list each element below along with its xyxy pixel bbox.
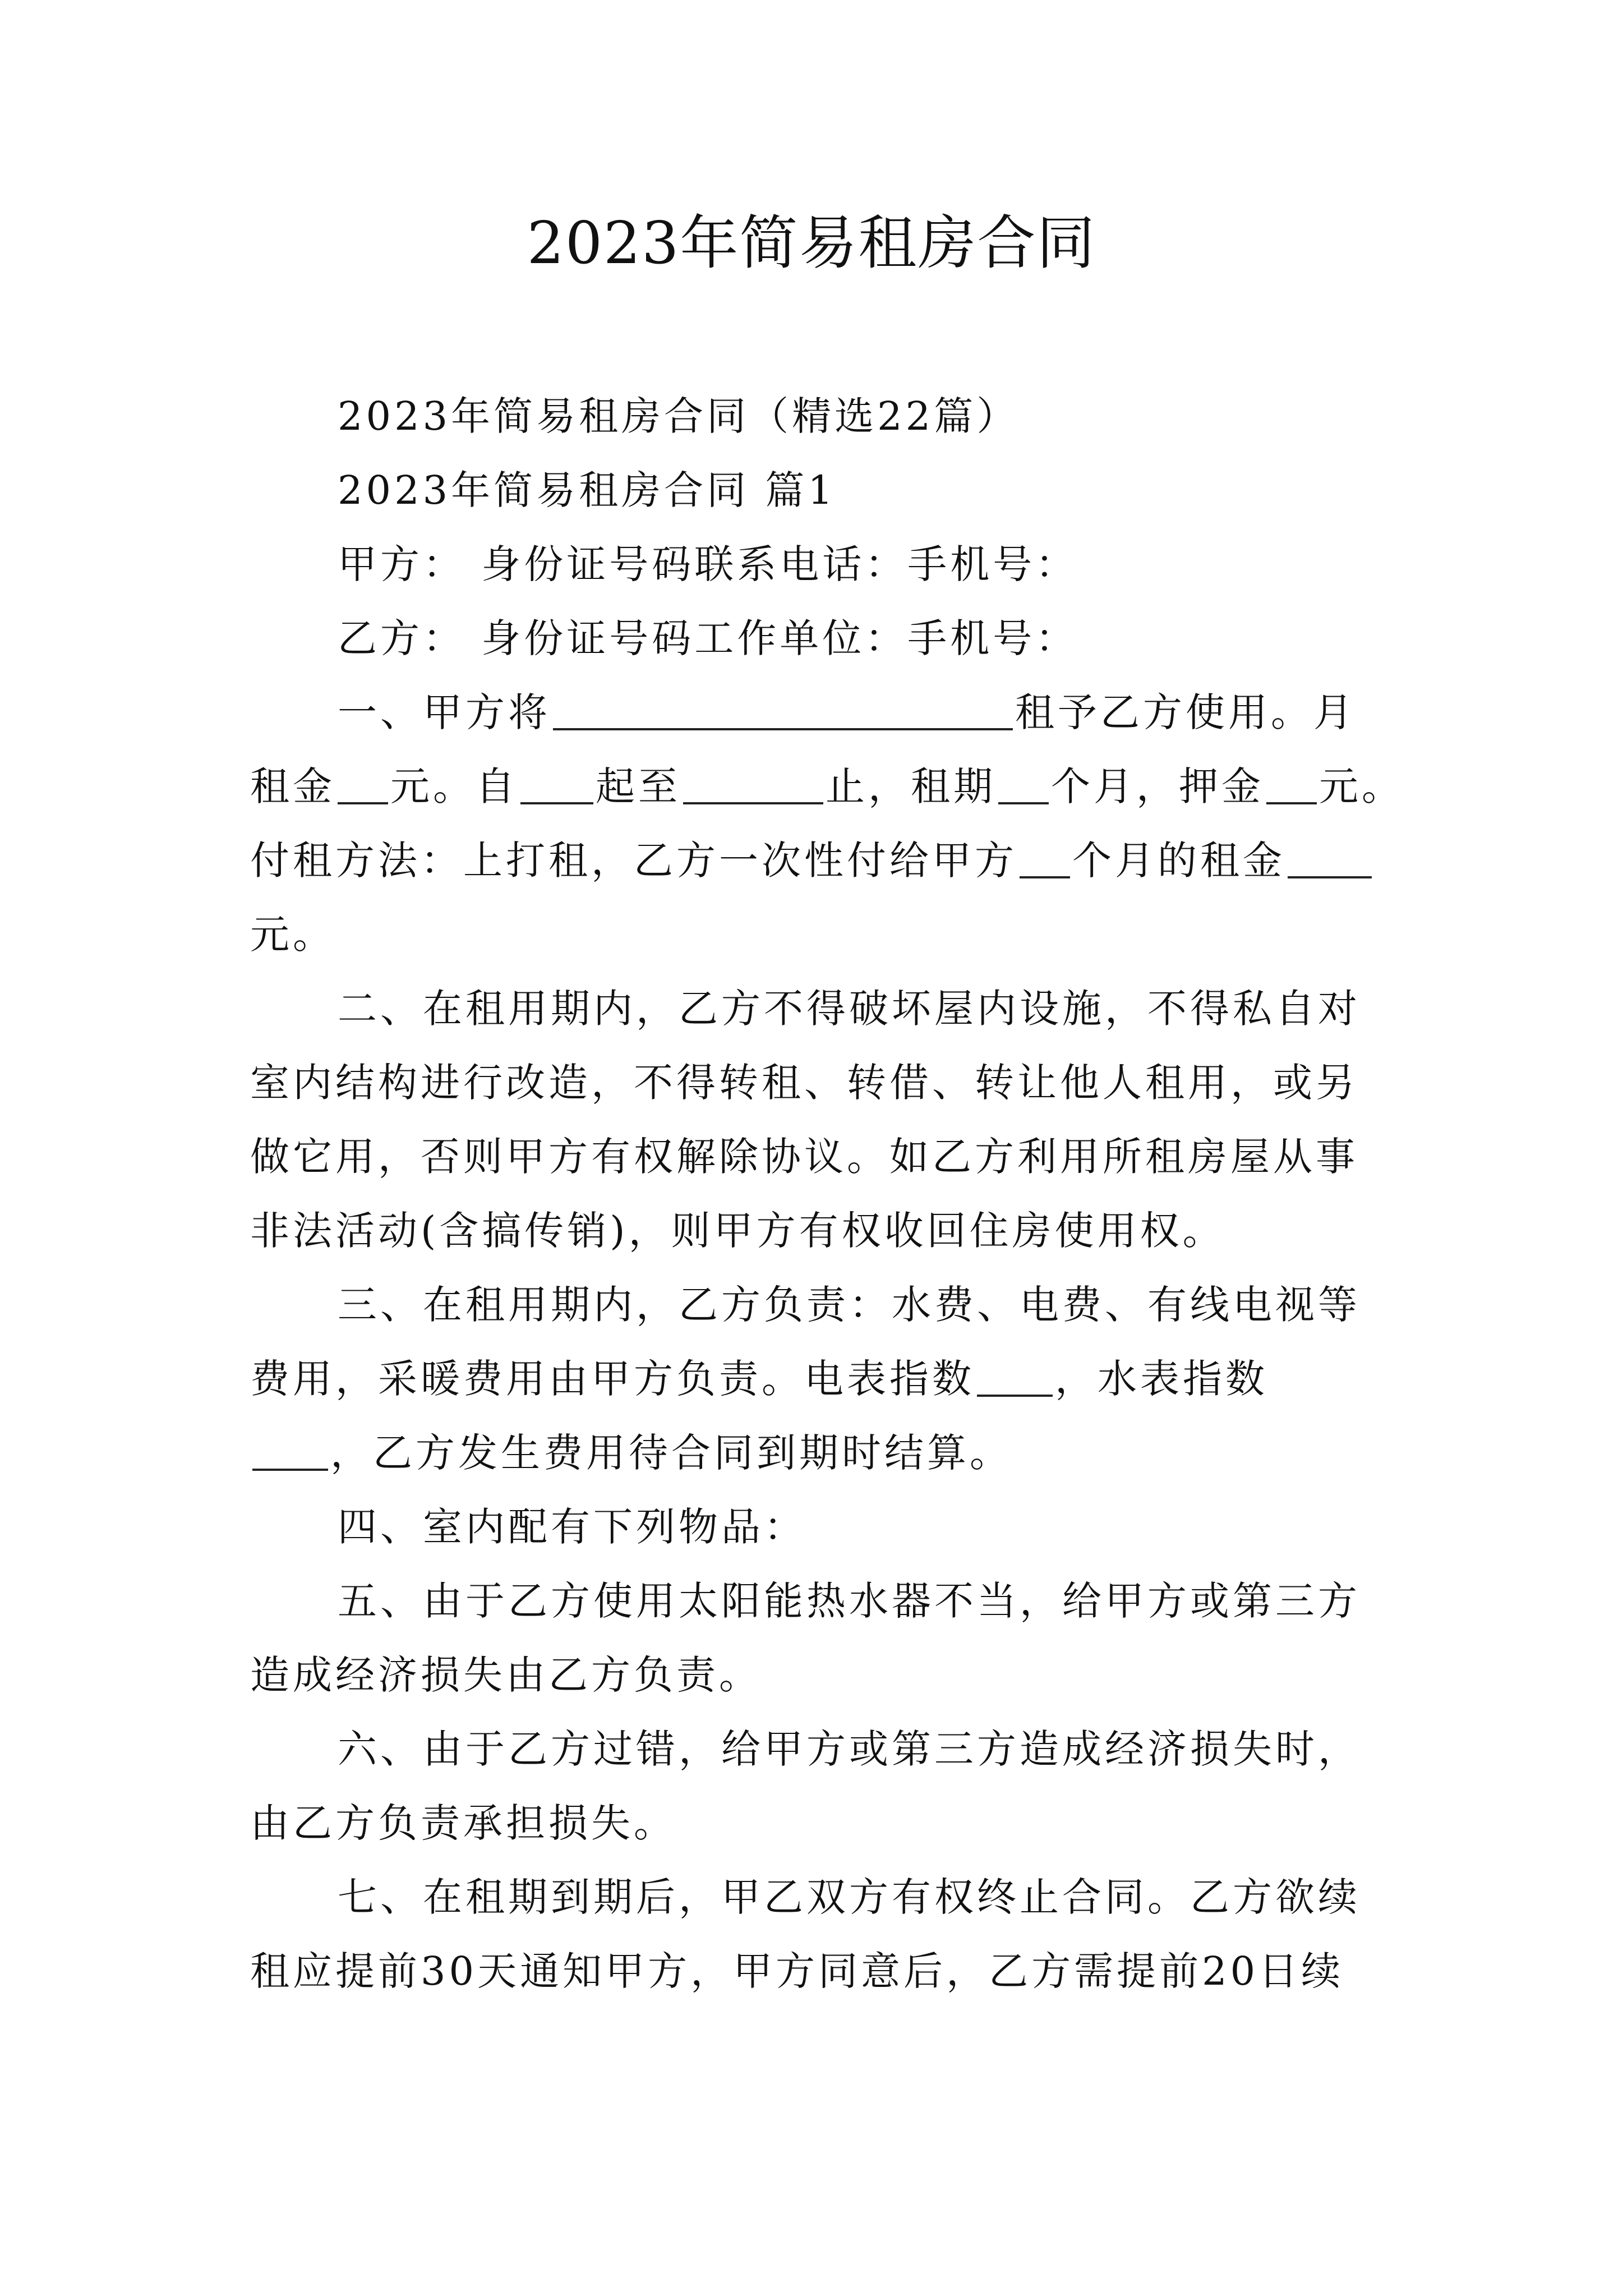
clause-1-line-4: 元。 [250,912,335,958]
clause-1-line-3 [250,823,1377,898]
document-title: 2023年简易租房合同 [527,209,1096,277]
clause-2-line-1: 二、在租用期内，乙方不得破坏屋内设施，不得私自对 [338,986,1361,1032]
party-b-line: 乙方： 身份证号码工作单位：手机号： [338,615,1078,661]
clause-3-line-2 [250,1342,1377,1416]
clause-1-line-1 [250,675,1377,749]
clause-text: ，乙方发生费用待合同到期时结算。 [330,1430,1012,1476]
clause-1-line-2 [250,749,1404,823]
clause-3-line-1: 三、在租用期内，乙方负责：水费、电费、有线电视等 [338,1282,1361,1328]
clause-2-line-2: 室内结构进行改造，不得转租、转借、转让他人租用，或另 [250,1060,1358,1106]
clause-text: 元。自 [390,763,518,809]
clause-text: 个月的租金 [1072,838,1285,884]
blank-term-months [998,763,1049,804]
clause-text: 止，租期 [826,763,996,809]
clause-3-line-3 [250,1416,1377,1490]
blank-prepaid-amount [1288,837,1372,878]
clause-text: 起至 [596,763,681,809]
blank-deposit [1266,763,1317,804]
clause-2-line-4: 非法活动(含搞传销)，则甲方有权收回住房使用权。 [250,1208,1225,1254]
blank-water-meter [252,1429,328,1471]
blank-prepaid-months [1020,837,1070,878]
clause-6-line-2: 由乙方负责承担损失。 [250,1800,676,1846]
party-a-line: 甲方： 身份证号码联系电话：手机号： [338,541,1078,587]
clause-text: 付租方法：上打租，乙方一次性付给甲方 [250,838,1017,884]
clause-text: ，水表指数 [1055,1356,1268,1402]
clause-6-line-1: 六、由于乙方过错，给甲方或第三方造成经济损失时， [338,1726,1361,1772]
clause-7-line-1: 七、在租期到期后，甲乙双方有权终止合同。乙方欲续 [338,1874,1361,1920]
clause-text: 租金 [250,763,335,809]
blank-premises [553,689,1013,730]
clause-7-line-2: 租应提前30天通知甲方，甲方同意后，乙方需提前20日续 [250,1948,1344,1994]
blank-end-date [683,763,823,804]
clause-text: 个月，押金 [1051,763,1264,809]
clause-5-line-2: 造成经济损失由乙方负责。 [250,1652,762,1698]
clause-text: 元。 [1319,763,1404,809]
blank-electric-meter [977,1355,1053,1397]
blank-monthly-rent [338,763,388,804]
clause-text: 租予乙方使用。月 [1015,689,1356,735]
document-body [250,379,1404,2008]
collection-heading: 2023年简易租房合同（精选22篇） [338,393,1020,439]
clause-2-line-3: 做它用，否则甲方有权解除协议。如乙方利用所租房屋从事 [250,1134,1358,1180]
part-heading: 2023年简易租房合同 篇1 [338,467,836,513]
clause-5-line-1: 五、由于乙方使用太阳能热水器不当，给甲方或第三方 [338,1578,1361,1624]
clause-text: 一、甲方将 [338,689,551,735]
blank-start-date [520,763,593,804]
clause-text: 费用，采暖费用由甲方负责。电表指数 [250,1356,975,1402]
clause-4-line-1: 四、室内配有下列物品： [338,1504,806,1550]
